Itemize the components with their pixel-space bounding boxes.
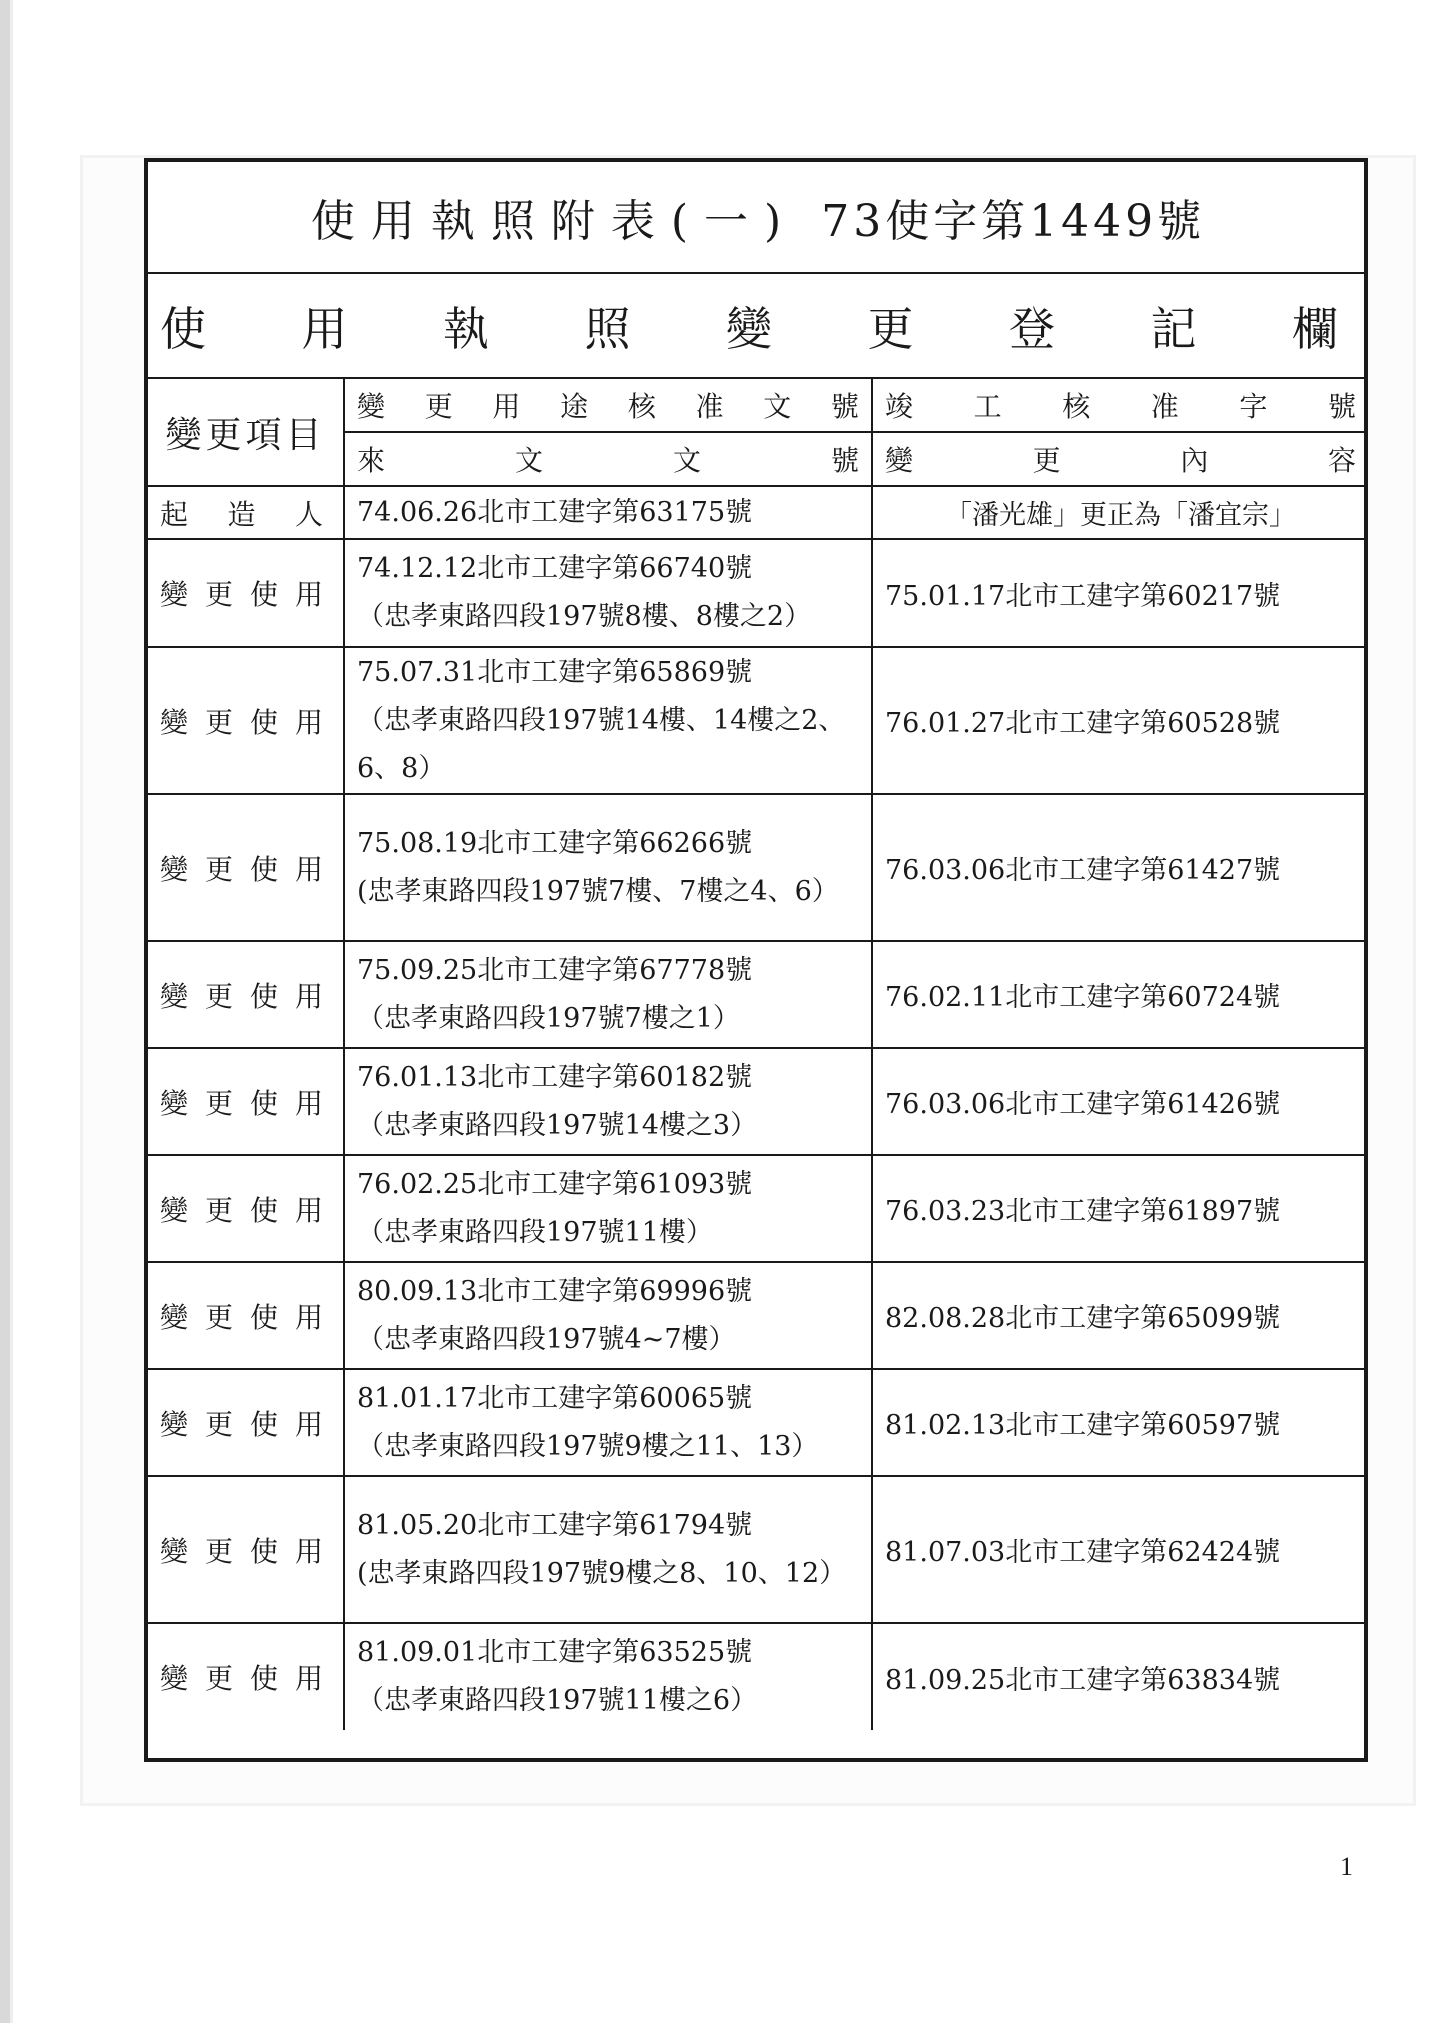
change-item-char: 用 (294, 979, 323, 1013)
change-row (148, 486, 1368, 539)
header-char: 核 (1062, 390, 1091, 423)
change-item-char: 更 (204, 852, 233, 886)
change-item-label (160, 1082, 331, 1122)
header-change-content (872, 432, 1368, 486)
change-item-label (160, 573, 331, 613)
approval-address: （忠孝東路四段197號7樓之1） (357, 1002, 740, 1034)
completion-approval-number: 81.09.25北市工建字第63834號 (872, 1623, 1368, 1730)
change-item-cell (148, 1155, 344, 1262)
header-char: 途 (560, 390, 589, 423)
header-char: 准 (695, 390, 724, 423)
header-char: 內 (1180, 444, 1209, 477)
change-row (148, 1262, 1368, 1369)
header-char: 更 (424, 390, 453, 423)
change-item-char: 使 (249, 1534, 278, 1568)
header-char: 文 (514, 444, 543, 477)
change-item-cell (148, 539, 344, 647)
completion-approval-number: 76.03.23北市工建字第61897號 (872, 1155, 1368, 1262)
change-item-char: 更 (204, 705, 233, 739)
header-char: 來 (357, 444, 386, 477)
header-change-item: 變更項目 (148, 378, 344, 486)
approval-document-cell (344, 1155, 872, 1262)
change-item-char: 用 (294, 852, 323, 886)
approval-document-cell (344, 647, 872, 794)
change-item-char: 更 (204, 1086, 233, 1120)
change-item-char: 使 (249, 578, 278, 611)
change-item-char: 更 (204, 979, 233, 1013)
section-title-char: 變 (726, 301, 772, 356)
change-item-cell (148, 1476, 344, 1623)
page-number: 1 (1340, 1852, 1353, 1881)
change-item-char: 變 (160, 1662, 189, 1695)
header-completion-number (872, 378, 1368, 432)
header-char: 字 (1239, 390, 1268, 423)
change-item-label (160, 1403, 331, 1443)
header-char: 號 (830, 390, 859, 423)
change-item-char: 造 (227, 497, 256, 531)
license-attachment-table (144, 158, 1368, 1762)
change-item-char: 使 (249, 1300, 278, 1334)
approval-document-cell (344, 1476, 872, 1623)
section-title-char: 更 (867, 301, 914, 356)
header-char: 文 (672, 444, 701, 477)
change-item-char: 更 (204, 1534, 233, 1568)
section-title (148, 273, 1368, 378)
change-item-char: 使 (249, 979, 278, 1013)
change-item-char: 用 (294, 1086, 323, 1120)
change-item-char: 變 (160, 1300, 189, 1334)
change-item-char: 用 (294, 1193, 323, 1227)
approval-document-number: 76.01.13北市工建字第60182號 (357, 1061, 753, 1093)
change-item-cell (148, 486, 344, 539)
completion-approval-number: 76.03.06北市工建字第61427號 (872, 794, 1368, 941)
change-row (148, 941, 1368, 1048)
header-char: 更 (1032, 444, 1061, 477)
header-char: 文 (763, 390, 792, 423)
change-item-char: 更 (204, 1300, 233, 1334)
approval-document-cell (344, 1623, 872, 1730)
scan-edge-shadow (10, 0, 13, 2023)
section-title-char: 欄 (1292, 301, 1338, 356)
change-row (148, 539, 1368, 647)
approval-document-cell (344, 486, 872, 539)
completion-approval-number: 76.02.11北市工建字第60724號 (872, 941, 1368, 1048)
change-item-char: 使 (249, 1193, 278, 1227)
change-item-cell (148, 941, 344, 1048)
approval-address: (忠孝東路四段197號9樓之8、10、12） (357, 1557, 847, 1589)
approval-address: （忠孝東路四段197號8樓、8樓之2） (357, 601, 812, 632)
change-item-label (160, 975, 331, 1015)
approval-document-cell (344, 1369, 872, 1476)
change-item-cell (148, 1048, 344, 1155)
approval-document-cell (344, 941, 872, 1048)
change-row (148, 794, 1368, 941)
change-item-label (160, 701, 331, 741)
approval-document-cell (344, 794, 872, 941)
completion-approval-number: 82.08.28北市工建字第65099號 (872, 1262, 1368, 1369)
approval-document-number: 81.09.01北市工建字第63525號 (357, 1637, 753, 1668)
header-char: 竣 (885, 390, 914, 423)
approval-address: （忠孝東路四段197號11樓） (357, 1216, 713, 1248)
change-item-char: 使 (249, 1086, 278, 1120)
change-item-char: 變 (160, 578, 189, 611)
header-char: 變 (885, 444, 914, 477)
change-row (148, 1048, 1368, 1155)
change-item-label (160, 493, 331, 533)
approval-address: (忠孝東路四段197號7樓、7樓之4、6） (357, 875, 839, 907)
section-title-char: 照 (584, 301, 631, 356)
header-incoming-document (344, 432, 872, 486)
completion-approval-number: 「潘光雄」更正為「潘宜宗」 (872, 486, 1368, 539)
approval-document-number: 81.05.20北市工建字第61794號 (357, 1509, 753, 1541)
change-item-char: 用 (294, 1300, 323, 1334)
section-title-char: 用 (301, 301, 348, 356)
change-item-cell (148, 1623, 344, 1730)
approval-address: （忠孝東路四段197號14樓之3） (357, 1109, 758, 1141)
approval-document-number: 75.09.25北市工建字第67778號 (357, 954, 753, 986)
change-row (148, 647, 1368, 794)
section-title-char: 執 (443, 301, 489, 356)
document-title (148, 162, 1368, 273)
change-item-char: 變 (160, 705, 189, 739)
header-char: 用 (492, 390, 521, 423)
change-item-char: 使 (249, 705, 278, 739)
completion-approval-number: 76.03.06北市工建字第61426號 (872, 1048, 1368, 1155)
header-char: 核 (627, 390, 656, 423)
change-item-cell (148, 794, 344, 941)
scan-edge (0, 0, 10, 2023)
approval-address: （忠孝東路四段197號9樓之11、13） (357, 1430, 819, 1462)
header-char: 准 (1150, 390, 1179, 423)
change-item-cell (148, 647, 344, 794)
section-title-char: 使 (160, 301, 206, 356)
approval-document-number: 75.08.19北市工建字第66266號 (357, 827, 753, 859)
completion-approval-number: 76.01.27北市工建字第60528號 (872, 647, 1368, 794)
change-row (148, 1369, 1368, 1476)
approval-document-number: 75.07.31北市工建字第65869號 (357, 656, 753, 688)
approval-document-number: 74.06.26北市工建字第63175號 (357, 496, 753, 528)
header-char: 號 (830, 444, 859, 477)
section-title-char: 記 (1150, 301, 1197, 356)
change-item-label (160, 1296, 331, 1336)
title-main: 使用執照附表(一) (310, 196, 798, 247)
change-item-char: 變 (160, 1086, 189, 1120)
change-item-char: 人 (294, 497, 323, 531)
change-row (148, 1476, 1368, 1623)
completion-approval-number: 75.01.17北市工建字第60217號 (872, 539, 1368, 647)
approval-document-number: 80.09.13北市工建字第69996號 (357, 1275, 753, 1307)
header-char: 容 (1328, 444, 1357, 477)
change-item-char: 更 (204, 1407, 233, 1441)
change-item-char: 使 (249, 1407, 278, 1441)
approval-address: （忠孝東路四段197號11樓之6） (357, 1685, 758, 1716)
change-item-char: 更 (204, 1193, 233, 1227)
change-item-char: 變 (160, 852, 189, 886)
header-approval-number (344, 378, 872, 432)
change-item-char: 用 (294, 705, 323, 739)
approval-address: （忠孝東路四段197號4~7樓） (357, 1323, 736, 1355)
section-title-text (160, 293, 1356, 359)
change-row (148, 1623, 1368, 1730)
change-item-char: 使 (249, 1662, 278, 1695)
change-item-char: 變 (160, 1407, 189, 1441)
change-item-char: 更 (204, 1662, 233, 1695)
header-char: 號 (1327, 390, 1356, 423)
change-item-char: 用 (294, 1534, 323, 1568)
section-title-char: 登 (1009, 301, 1055, 356)
change-item-char: 變 (160, 1534, 189, 1568)
change-item-char: 使 (249, 852, 278, 886)
license-number: 73使字第1449號 (821, 196, 1206, 247)
approval-document-number: 76.02.25北市工建字第61093號 (357, 1168, 753, 1200)
change-item-cell (148, 1262, 344, 1369)
change-item-label (160, 1189, 331, 1229)
approval-document-cell (344, 1262, 872, 1369)
header-char: 變 (357, 390, 386, 423)
change-item-label (160, 1657, 331, 1697)
change-item-char: 更 (204, 578, 233, 611)
approval-document-number: 81.01.17北市工建字第60065號 (357, 1382, 753, 1414)
completion-approval-number: 81.07.03北市工建字第62424號 (872, 1476, 1368, 1623)
change-item-char: 變 (160, 1193, 189, 1227)
change-item-cell (148, 1369, 344, 1476)
change-item-char: 變 (160, 979, 189, 1013)
change-item-char: 用 (294, 1662, 323, 1695)
change-item-label (160, 848, 331, 888)
header-char: 工 (973, 390, 1002, 423)
approval-document-number: 74.12.12北市工建字第66740號 (357, 553, 753, 584)
change-item-label (160, 1530, 331, 1570)
change-item-char: 用 (294, 578, 323, 611)
approval-address: （忠孝東路四段197號14樓、14樓之2、6、8） (357, 704, 846, 784)
change-item-char: 用 (294, 1407, 323, 1441)
change-item-char: 起 (160, 497, 189, 531)
approval-document-cell (344, 1048, 872, 1155)
completion-approval-number: 81.02.13北市工建字第60597號 (872, 1369, 1368, 1476)
change-row (148, 1155, 1368, 1262)
approval-document-cell (344, 539, 872, 647)
